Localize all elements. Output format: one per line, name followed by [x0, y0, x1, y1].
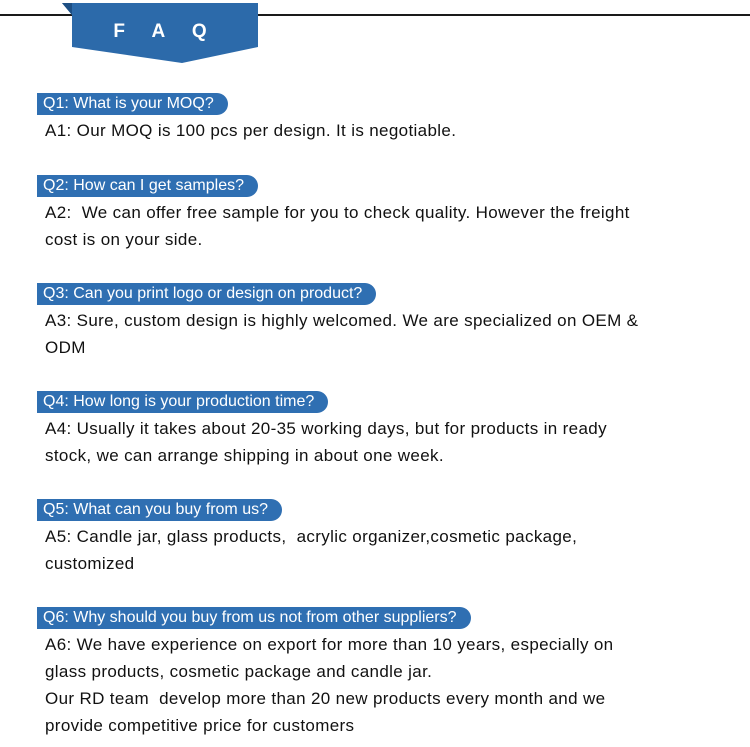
answer-line: A3: Sure, custom design is highly welcomed. We are specialized on OEM & [45, 311, 639, 330]
answer-text [45, 307, 737, 361]
answer-line: A5: Candle jar, glass products, acrylic organizer,cosmetic package, [45, 527, 578, 546]
question-label: Q2: How can I get samples? [37, 175, 258, 197]
answer-line: Our RD team develop more than 20 new products every month and we [45, 689, 606, 708]
faq-item-3 [37, 283, 737, 361]
answer-line: cost is on your side. [45, 230, 203, 249]
faq-item-1 [37, 93, 737, 144]
question-label: Q1: What is your MOQ? [37, 93, 228, 115]
answer-line: glass products, cosmetic package and candle jar. [45, 662, 433, 681]
answer-line: provide competitive price for customers [45, 716, 355, 735]
answer-line: ODM [45, 338, 86, 357]
answer-line: customized [45, 554, 135, 573]
answer-text [45, 199, 737, 253]
question-label: Q6: Why should you buy from us not from other suppliers? [37, 607, 471, 629]
faq-banner [62, 3, 258, 65]
question-label: Q5: What can you buy from us? [37, 499, 282, 521]
page-title: F A Q [113, 21, 218, 42]
answer-text [45, 631, 737, 739]
question-label: Q3: Can you print logo or design on product? [37, 283, 376, 305]
answer-line: stock, we can arrange shipping in about one week. [45, 446, 444, 465]
faq-item-2 [37, 175, 737, 253]
answer-line: A1: Our MOQ is 100 pcs per design. It is negotiable. [45, 121, 457, 140]
faq-item-6 [37, 607, 737, 739]
answer-text [45, 117, 737, 144]
faq-item-5 [37, 499, 737, 577]
answer-line: A4: Usually it takes about 20-35 working days, but for products in ready [45, 419, 607, 438]
answer-line: A2: We can offer free sample for you to check quality. However the freight [45, 203, 630, 222]
question-label: Q4: How long is your production time? [37, 391, 328, 413]
answer-text [45, 523, 737, 577]
answer-line: A6: We have experience on export for more than 10 years, especially on [45, 635, 614, 654]
faq-item-4 [37, 391, 737, 469]
answer-text [45, 415, 737, 469]
